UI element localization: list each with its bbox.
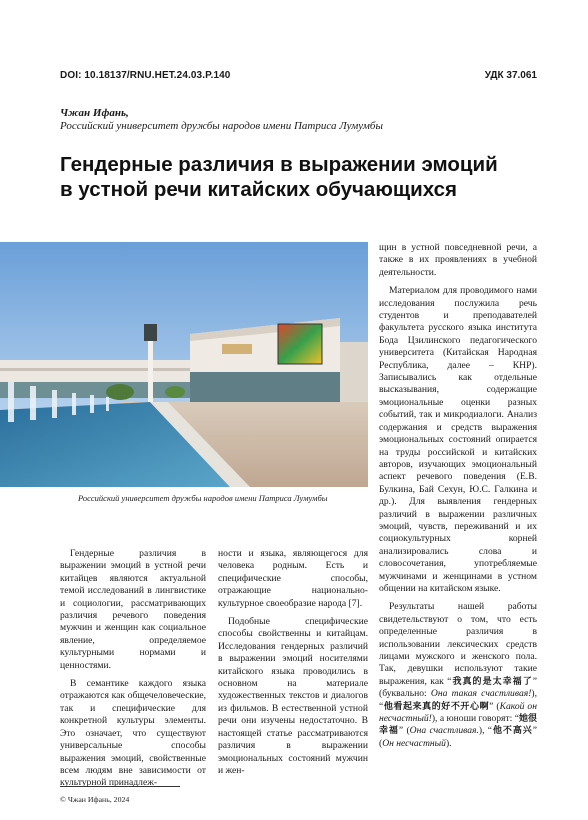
text-run: ), “	[379, 688, 537, 712]
article-title	[60, 152, 540, 202]
paragraph: В семантике каждого языка отражаются как общечеловеческие, так и специфические для конкретной культуры элементы. Это означает, что существуют универсальные способы выражения эмоций, свойственные всем людям вне зависимости от культурной принадлеж-	[60, 678, 206, 789]
paragraph: ности и языка, являющегося для человека родным. Есть и специфические способы, отражающие национально-культурное своеобразие народа [7].	[218, 548, 368, 609]
chinese-phrase: 我真的是太幸福了	[451, 676, 533, 687]
title-line-2: в устной речи китайских обучающихся	[60, 178, 457, 201]
translation-gloss: Она счастливая.	[409, 725, 479, 737]
translation-gloss: Она такая счастливая!	[430, 688, 532, 700]
translation-gloss: Он несчастный	[382, 737, 446, 749]
chinese-phrase: 他不高兴	[492, 726, 533, 737]
title-line-1: Гендерные различия в выражении эмоций	[60, 153, 498, 176]
paragraph: Подобные специфические способы свойственны и китайцам. Исследования гендерных различий в выражении эмоций носителями китайского языка проводились в основном на материале художественных текстов и диалогов из фильмов. В естественной устной речи они изучены недостаточно. В настоящей статье рассматриваются различия в выражении эмоциональных состояний мужчин и жен-	[218, 616, 368, 776]
paragraph-results	[379, 601, 537, 750]
figure-caption: Российский университет дружбы народов имени Патриса Лумумбы	[78, 493, 328, 503]
translation-gloss: Какой он несчастный!	[379, 700, 537, 725]
text-column-3	[379, 242, 537, 750]
text-column-2	[218, 548, 368, 777]
chinese-phrase: 他看起来真的好不开心啊	[383, 701, 490, 712]
text-run: ” (	[398, 725, 410, 737]
author-affiliation: Российский университет дружбы народов имени Патриса Лумумбы	[60, 120, 383, 132]
udk-code: УДК 37.061	[484, 70, 537, 81]
text-run: ).	[445, 737, 452, 749]
paragraph: щин в устной повседневной речи, а также в их проявлениях в учебной деятельности.	[379, 242, 537, 278]
text-run: ), “	[478, 725, 493, 737]
paragraph: Материалом для проводимого нами исследования послужила речь студентов и преподавателей факультета русского языка института Бода Цзилинского педагогического университета (Китайская Народная Республика, далее – КНР). Записывались как отдельные высказывания, содержащие эмоциональные оценки разных событий, так и микродиалоги. Анализ содержания и средств выражения эмоциональных состояний опирается на труды российской и китайских авторов, изучающих эмоциональный аспект речевого поведения (Е.В. Булкина, Бай Сехун, Ю.С. Галкина и др.). Для выявления гендерных различий в выражении различных эмоций, чувств, переживаний и их социокультурных корней анализировались слова и словосочетания, употребляемые мужчинами и женщинами в устном общении на китайском языке.	[379, 285, 537, 594]
paragraph: Гендерные различия в выражении эмоций в устной речи китайцев являются актуальной темой исследований в лингвистике и социологии, рассматривающих различия речевого поведения мужчин и женщин как социальное явление, определяемое культурными нормами и ценностями.	[60, 548, 206, 671]
text-run: ), а юноши говорят: “	[431, 713, 519, 725]
author-name: Чжан Ифань,	[60, 107, 129, 119]
doi-line: DOI: 10.18137/RNU.HET.24.03.P.140	[60, 70, 231, 81]
text-run: ” (буквально:	[379, 675, 537, 700]
text-run: ” (	[379, 725, 537, 749]
university-photo	[0, 242, 368, 487]
copyright-notice: © Чжан Ифань, 2024	[60, 795, 130, 804]
text-run: Результаты нашей работы свидетельствуют о том, что есть определенные различия в использовании лексических средств лицами мужского и женского пола. Так, девушки используют такие выражения, как “	[379, 601, 537, 687]
university-photo-illustration	[0, 242, 368, 487]
text-column-1	[60, 548, 206, 790]
text-run: ” (	[489, 700, 500, 712]
chinese-phrase: 她很幸福	[379, 714, 538, 737]
footnote-rule	[60, 786, 180, 787]
